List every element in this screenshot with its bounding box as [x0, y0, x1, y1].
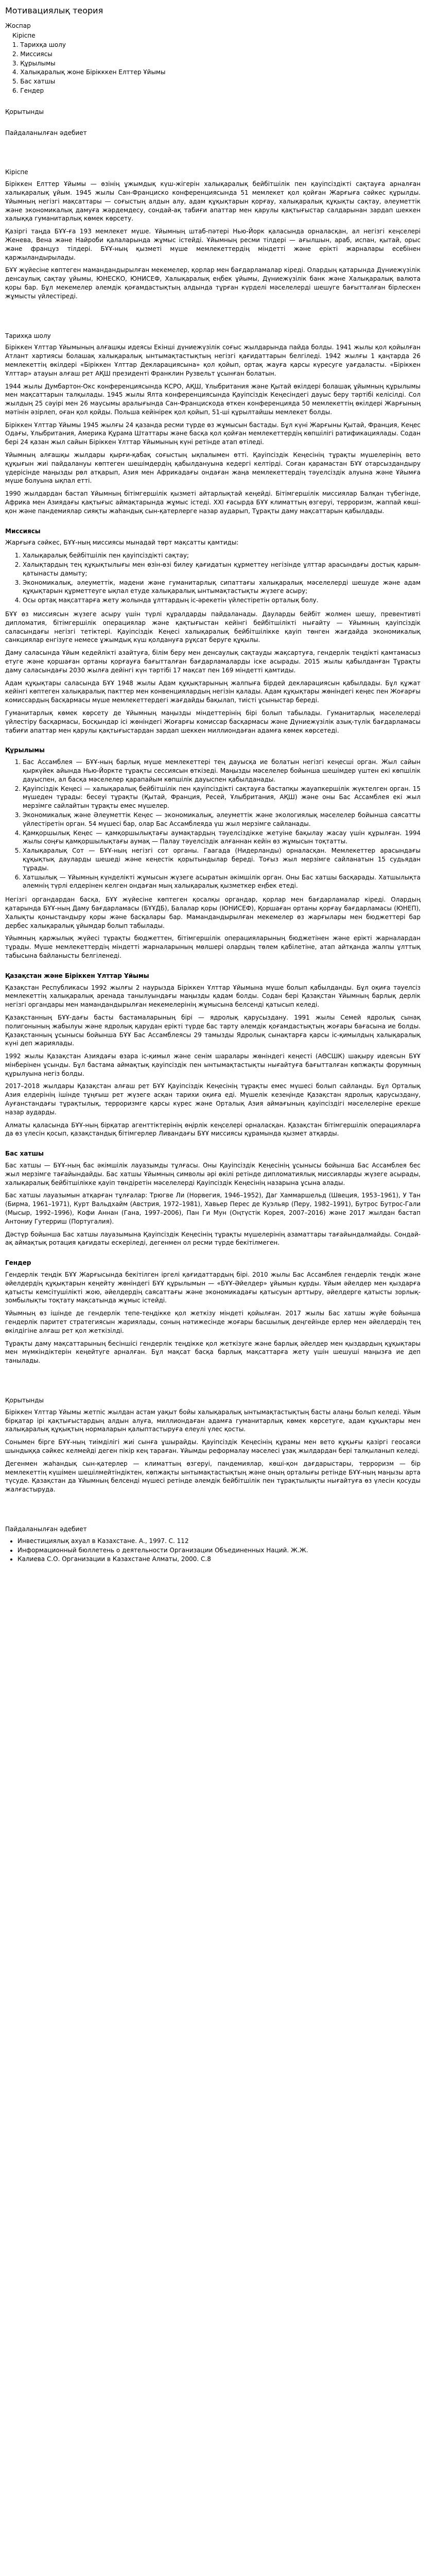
reference-item: • Информационный бюллетень о деятельности Организации Объединенных Наций. Ж.Ж. [18, 1546, 421, 1555]
toc-link[interactable]: Кіріспе [12, 32, 36, 40]
paragraph: Жарғыға сәйкес, БҰҰ-ның миссиясы мынадай төрт мақсатты қамтиды: [5, 539, 239, 547]
paragraph: 1992 жылы Қазақстан Азиядағы өзара іс-қимыл және сенім шаралары жөніндегі кеңесті (АӨСШК) шақыру идеясын БҰҰ мінберінен ұсынды. Бұл бастама аймақтық қауіпсіздік пен ынтымақтастықты нығайтуға бағытталған көпжақты форумның құрылуына негіз болды. [5, 1053, 421, 1077]
list-item: 5. Халықаралық Сот — БҰҰ-ның негізгі сот органы. Гаагада (Нидерланды) орналасқан. Мемлекеттер арасындағы құқықтық дауларды шешеді және кеңестік қорытындылар береді. Тоғыз жыл мерзімге сайланатын 15 судьядан тұрады. [23, 846, 421, 872]
paragraph: Дәстүр бойынша Бас хатшы лауазымына Қауіпсіздік Кеңесінің тұрақты мүшелерінің азаматтары тағайындалмайды. Сондай-ақ аймақтық ротация қағидаты ескеріледі, дегенмен ол ресми түрде бекітілмеген. [5, 1230, 421, 1247]
paragraph: Ұйымның алғашқы жылдары қырғи-қабақ соғыстың ықпалымен өтті. Қауіпсіздік Кеңесінің тұрақты мүшелерінің вето құқығын жиі пайдалануы көптеген шешімдердің қабылдануына кедергі келтірді. Соған қарамастан БҰҰ отарсыздандыру үдерісінде маңызды рөл атқарып, Азия мен Африкадағы ондаған жаңа мемлекеттердің тәуелсіздік алуына және Ұйымға мүше болуына ықпал етті. [5, 451, 421, 485]
paragraph: 1990 жылдардан бастап Ұйымның бітімгершілік қызметі айтарлықтай кеңейді. Бітімгершілік миссиялар Балқан түбегінде, Африка мен Азиядағы қақтығыс аймақтарында жұмыс істеді. XXI ғасырда БҰҰ климаттың өзгеруі, терроризм, жаппай көші-қон және пандемиялар сияқты жаһандық сын-қатерлерге назар аударып, Тұрақты даму мақсаттарын қабылдады. [5, 490, 421, 515]
history-heading: Тарихқа шолу [5, 332, 51, 340]
paragraph: Алматы қаласында БҰҰ-ның бірқатар агенттіктерінің өңірлік кеңселері орналасқан. Қазақстан бітімгершілік операцияларға да өз үлесін қосып, қазақстандық бітімгерлер Ливандағы БҰҰ миссиясы құрамында қызмет атқарды. [5, 1121, 421, 1138]
page-title: Мотивациялық теория [5, 6, 103, 15]
paragraph: Ұйымның өз ішінде де гендерлік тепе-теңдікке қол жеткізу міндеті қойылған. 2017 жылы Бас хатшы жүйе бойынша гендерлік паритет стратегиясын жариялады, соның нәтижесінде жоғары басшылық деңгейінде ерлер мен әйелдердің тең өкілдігіне алғаш рет қол жеткізілді. [5, 1310, 421, 1334]
toc-link[interactable]: 3. Құрылымы [12, 59, 56, 67]
paragraph: 1944 жылы Думбартон-Окс конференциясында КСРО, АҚШ, Ұлыбритания және Қытай өкілдері болашақ ұйымның құрылымы мен мақсаттарын талқылады. 1945 жылы Ялта конференциясында Қауіпсіздік Кеңесіндегі дауыс беру тәртібі келісілді. Сол жылдың 25 сәуірі мен 26 маусымы аралығында Сан-Францискода өткен конференцияда 50 мемлекеттің өкілдері Жарғының мәтінін әзірлеп, оған қол қойды. Польша кейінірек қол қойып, 51-ші құрылтайшы мемлекет болды. [5, 382, 421, 416]
toc-link[interactable]: 2. Миссиясы [12, 50, 53, 58]
list-item: 1. Халықаралық бейбітшілік пен қауіпсіздікті сақтау; [23, 551, 421, 560]
list-item: 4. Қамқоршылық Кеңес — қамқоршылықтағы аумақтардың тәуелсіздікке жетуіне бақылау жасау үшін құрылған. 1994 жылы соңғы қамқоршылықтағы аумақ — Палау тәуелсіздік алғаннан кейін өз жұмысын тоқтатты. [23, 829, 421, 846]
list-item: 4. Осы ортақ мақсаттарға жету жолында ұлттардың іс-әрекетін үйлестіретін орталық болу. [23, 596, 421, 605]
paragraph: Сонымен бірге БҰҰ-ның тиімділігі жиі сынға ұшырайды. Қауіпсіздік Кеңесінің құрамы мен вето құқығы қазіргі геосаяси шындыққа сәйкес келмейді деген пікір кең тараған. Ұйымды реформалау мәселесі ұзақ жылдардан бері талқыланып келеді. [5, 1438, 421, 1454]
structure-list [5, 758, 421, 890]
paragraph: Қазақстан Республикасы 1992 жылғы 2 наурызда Біріккен Ұлттар Ұйымына мүше болып қабылданды. Бұл оқиға тәуелсіз мемлекеттің халықаралық аренада танылуындағы маңызды қадам болды. Содан бері Қазақстан Ұйымның барлық дерлік негізгі органдары мен мамандандырылған мекемелерінің жұмысына белсенді қатысып келеді. [5, 984, 421, 1009]
toc-title: Жоспар [5, 22, 31, 30]
paragraph: Даму саласында Ұйым кедейлікті азайтуға, білім беру мен денсаулық сақтауды жақсартуға, гендерлік теңдікті қамтамасыз етуге және қоршаған ортаны қорғауға бағытталған бағдарламаларды іске асырады. 2015 жылы қабылданған Тұрақты даму саласындағы 2030 жылға дейінгі күн тәртібі 17 мақсат пен 169 міндетті қамтиды. [5, 649, 421, 674]
toc-item[interactable] [5, 59, 421, 68]
toc-item[interactable] [5, 77, 421, 86]
secretary-general-heading: Бас хатшы [5, 1150, 44, 1158]
paragraph: Гендерлік теңдік БҰҰ Жарғысында бекітілген іргелі қағидаттардың бірі. 2010 жылы Бас Ассамблея гендерлік теңдік және әйелдердің құқықтарын кеңейту жөніндегі БҰҰ құрылымын — «БҰҰ-Әйелдер» ұйымын құрды. Ұйым әйелдер мен қыздарға қатысты кемсітушілікті жою, әйелдердің саясаттағы және экономикадағы қатысуын арттыру, әйелдерге қатысты зорлық-зомбылықты тоқтату мақсатында жұмыс істейді. [5, 1271, 421, 1304]
structure-heading: Құрылымы [5, 747, 45, 754]
paragraph: БҰҰ өз миссиясын жүзеге асыру үшін түрлі құралдарды пайдаланады. Дауларды бейбіт жолмен шешу, превентивті дипломатия, бітімгершілік операциялар және қақтығыстан кейінгі бейбітшілікті нығайту — Ұйымның қауіпсіздік саласындағы негізгі тетіктері. Қауіпсіздік Кеңесі халықаралық бейбітшілікке қауіп төнген жағдайда экономикалық санкциялар енгізуге немесе ұжымдық күш қолдануға рұқсат беруге құқылы. [5, 611, 421, 644]
toc-link[interactable]: 6. Гендер [12, 87, 44, 94]
paragraph: Бас хатшы — БҰҰ-ның бас әкімшілік лауазымды тұлғасы. Оны Қауіпсіздік Кеңесінің ұсынысы бойынша Бас Ассамблея бес жыл мерзімге тағайындайды. Бас хатшы Ұйымның символы әрі өкілі ретінде дипломатиялық миссияларды жүзеге асырады, халықаралық бейбітшілікке қауіп төндіретін мәселелерді Қауіпсіздік Кеңесінің назарына ұсына алады. [5, 1162, 421, 1187]
paragraph: 2017–2018 жылдары Қазақстан алғаш рет БҰҰ Қауіпсіздік Кеңесінің тұрақты емес мүшесі болып сайланды. Бұл Орталық Азия елдерінің ішінде тұңғыш рет жүзеге асқан тарихи оқиға еді. Мүшелік кезеңінде Қазақстан ядролық қарусыздану, Ауғанстандағы тұрақтылық, терроризмге қарсы күрес және Орталық Азия аймағының қауіпсіздігі мәселелеріне ерекше назар аударды. [5, 1082, 421, 1116]
paragraph: Біріккен Ұлттар Ұйымы 1945 жылғы 24 қазанда ресми түрде өз жұмысын бастады. Бұл күні Жарғыны Қытай, Франция, Кеңес Одағы, Ұлыбритания, Америка Құрама Штаттары және басқа қол қойған мемлекеттердің көпшілігі ратификациялады. Содан бері 24 қазан жыл сайын Біріккен Ұлттар Ұйымының күні ретінде атап өтіледі. [5, 421, 421, 446]
toc-item[interactable] [5, 50, 421, 59]
toc-extra-link[interactable]: Қорытынды [5, 108, 44, 115]
toc-item[interactable] [5, 68, 421, 77]
list-item: 1. Бас Ассамблея — БҰҰ-ның барлық мүше мемлекеттері тең дауысқа ие болатын негізгі кеңесші орган. Жыл сайын қыркүйек айында Нью-Йоркте тұрақты сессиясын өткізеді. Маңызды мәселелер бойынша шешімдер үштен екі көпшілік дауыспен, ал басқа мәселелер қарапайым көпшілік дауыспен қабылданады. [23, 758, 421, 784]
toc-item[interactable] [5, 87, 421, 95]
list-item: 2. Қауіпсіздік Кеңесі — халықаралық бейбітшілік пен қауіпсіздікті сақтауға бастапқы жауапкершілік жүктелген орган. 15 мүшеден тұрады: бесеуі тұрақты (Қытай, Франция, Ресей, Ұлыбритания, АҚШ) және оны Бас Ассамблея екі жыл мерзімге сайлайтын тұрақты емес мүшелер. [23, 785, 421, 810]
toc-item[interactable] [5, 41, 421, 49]
page-end-spacer [5, 1569, 421, 1589]
paragraph: Біріккен Ұлттар Ұйымы жетпіс жылдан астам уақыт бойы халықаралық ынтымақтастықтың басты алаңы болып келеді. Ұйым бірқатар ірі қақтығыстардың алдын алуға, миллиондаған адамға гуманитарлық көмек көрсетуге, адам құқықтары мен халықаралық құқықтың нормаларын қалыптастыруға елеулі үлес қосты. [5, 1408, 421, 1433]
references-list [5, 1537, 421, 1564]
toc-extra-link[interactable]: Пайдаланылған әдебиет [5, 129, 87, 137]
reference-item: • Инвестициялық ахуал в Казахстане. А., 1997. С. 112 [18, 1537, 421, 1546]
list-item: 3. Экономикалық және Әлеуметтік Кеңес — экономикалық, әлеуметтік және экологиялық мәселелер бойынша саясатты үйлестіретін орган. 54 мүшесі бар, олар Бас Ассамблеяда үш жыл мерзімге сайланады. [23, 811, 421, 828]
paragraph: Адам құқықтары саласында БҰҰ 1948 жылы Адам құқықтарының жалпыға бірдей декларациясын қабылдады. Бұл құжат кейінгі көптеген халықаралық пакттер мен конвенциялардың негізін қалады. Адам құқықтары жөніндегі кеңес пен Жоғарғы комиссардың басқармасы мүше мемлекеттердегі жағдайды бақылап, тиісті ұсыныстар береді. [5, 679, 421, 704]
toc-link[interactable]: 1. Тарихқа шолу [12, 41, 66, 48]
references-heading: Пайдаланылған әдебиет [5, 1525, 87, 1533]
intro-heading: Кіріспе [5, 168, 28, 176]
paragraph: Гуманитарлық көмек көрсету де Ұйымның маңызды міндеттерінің бірі болып табылады. Гуманитарлық мәселелерді үйлестіру басқармасы, Босқындар ісі жөніндегі Жоғарғы комиссар басқармасы және Дүниежүзілік азық-түлік бағдарламасы табиғи апаттар мен қарулы қақтығыстардан зардап шеккен миллиондаған адамға көмек көрсетеді. [5, 709, 421, 734]
paragraph: Тұрақты даму мақсаттарының бесіншісі гендерлік теңдікке қол жеткізуге және барлық әйелдер мен қыздардың құқықтары мен мүмкіндіктерін кеңейтуге арналған. Бұл мақсат басқа барлық мақсаттарға жету үшін шешуші маңызға ие деп танылады. [5, 1340, 421, 1365]
toc-link[interactable]: 4. Халықаралық жоне Бірікккен Елттер Ұйымы [12, 69, 166, 76]
toc-item[interactable] [5, 31, 421, 40]
kazakhstan-heading: Қазақстан және Біріккен Ұлттар Ұйымы [5, 972, 149, 979]
list-item: 6. Хатшылық — Ұйымның күнделікті жұмысын жүзеге асыратын әкімшілік орган. Оны Бас хатшы басқарады. Хатшылықта әлемнің түрлі елдерінен келген ондаған мың халықаралық қызметкер еңбек етеді. [23, 873, 421, 891]
list-item: 2. Халықтардың тең құқықтылығы мен өзін-өзі билеу қағидатын құрметтеу негізінде ұлттар арасындағы достық қарым-қатынасты дамыту; [23, 561, 421, 578]
paragraph: Ұйымның қаржылық жүйесі тұрақты бюджеттен, бітімгершілік операцияларының бюджетінен және ерікті жарналардан тұрады. Мүше мемлекеттердің міндетті жарналарының мөлшері олардың төлем қабілетіне, атап айтқанда жалпы ұлттық табысына байланысты белгіленеді. [5, 935, 421, 959]
paragraph: Біріккен Ұлттар Ұйымының алғашқы идеясы Екінші дүниежүзілік соғыс жылдарында пайда болды. 1941 жылы қол қойылған Атлант хартиясы болашақ халықаралық ынтымақтастықтың негізгі қағидаттарын белгіледі. 1942 жылғы 1 қаңтарда 26 мемлекеттің өкілдері «Біріккен Ұлттар Декларациясына» қол қойып, ортақ жауға қарсы күресуге уағдаласты. «Біріккен Ұлттар» атауын алғаш рет АҚШ президенті Франклин Рузвельт ұсынған болатын. [5, 344, 421, 377]
gender-heading: Гендер [5, 1259, 31, 1267]
conclusion-heading: Қорытынды [5, 1397, 44, 1404]
toc-list [5, 31, 421, 95]
mission-list [5, 551, 421, 605]
toc-link[interactable]: 5. Бас хатшы [12, 78, 56, 86]
paragraph: Қазіргі таңда БҰҰ-ға 193 мемлекет мүше. Ұйымның штаб-пәтері Нью-Йорк қаласында орналасқан, ал негізгі кеңселері Женева, Вена және Найроби қалаларында жұмыс істейді. Ұйымның ресми тілдері — ағылшын, араб, испан, қытай, орыс және француз тілдері. БҰҰ-ның қызметі мүше мемлекеттердің міндетті және ерікті жарналары есебінен қаржыландырылады. [5, 228, 421, 261]
paragraph: Қазақстанның БҰҰ-дағы басты бастамаларының бірі — ядролық қарусыздану. 1991 жылы Семей ядролық сынақ полигонының жабылуы және ядролық қарудан ерікті түрде бас тарту әлемдік қоғамдастықтың жоғары бағасына ие болды. Қазақстанның ұсынысы бойынша БҰҰ Бас Ассамблеясы 29 тамызды Ядролық сынақтарға қарсы іс-қимылдың халықаралық күні деп жариялады. [5, 1013, 421, 1047]
paragraph: Негізгі органдардан басқа, БҰҰ жүйесіне көптеген қосалқы органдар, қорлар мен бағдарламалар кіреді. Олардың қатарында БҰҰ-ның Даму бағдарламасы (БҰҰДБ), Балалар қоры (ЮНИСЕФ), Қоршаған ортаны қорғау бағдарламасы (ЮНЕП), Халықты қоныстандыру қоры және басқалары бар. Мамандандырылған мекемелер өз жарғылары мен бюджеттері бар дербес халықаралық ұйымдар болып табылады. [5, 896, 421, 929]
mission-heading: Миссиясы [5, 527, 41, 535]
table-of-contents [5, 22, 421, 137]
paragraph: БҰҰ жүйесіне көптеген мамандандырылған мекемелер, қорлар мен бағдарламалар кіреді. Олардың қатарында Дүниежүзілік денсаулық сақтау ұйымы, ЮНЕСКО, ЮНИСЕФ, Халықаралық еңбек ұйымы, Дүниежүзілік банк және Халықаралық валюта қоры бар. Бұл мекемелер әлемдік қоғамдастықтың алдында тұрған күрделі мәселелерді шешуге бағытталған бірлескен жұмысты үйлестіреді. [5, 266, 421, 300]
list-item: 3. Экономикалық, әлеуметтік, мәдени және гуманитарлық сипаттағы халықаралық мәселелерді шешуде және адам құқықтарын құрметтеуге ықпал етуде халықаралық ынтымақтастықты жүзеге асыру; [23, 579, 421, 596]
paragraph: Бас хатшы лауазымын атқарған тұлғалар: Трюгве Ли (Норвегия, 1946–1952), Даг Хаммаршельд (Швеция, 1953–1961), У Тан (Бирма, 1961–1971), Курт Вальдхайм (Австрия, 1972–1981), Хавьер Перес де Куэльяр (Перу, 1982–1991), Бутрос Бутрос-Гали (Мысыр, 1992–1996), Кофи Аннан (Гана, 1997–2006), Пан Ги Мун (Оңтүстік Корея, 2007–2016) және 2017 жылдан бастап Антониу Гутерриш (Португалия). [5, 1192, 421, 1225]
reference-item: • Калиева С.О. Организации в Казахстане Алматы, 2000. С.8 [18, 1555, 421, 1564]
paragraph: Біріккен Елттер Ұйымы — өзінің ұжымдық күш-жігерін халықаралық бейбітшілік пен қауіпсіздікті сақтауға арналған халықаралық ұйым. 1945 жылы Сан-Франциско конференциясында 51 мемлекет қол қойған Жарғыға сәйкес құрылды. Ұйымның негізгі мақсаттары — соғыстың алдын алу, адам құқықтарын қорғау, халықаралық құқықты сақтау, әлеуметтік және экономикалық дамуға жәрдемдесу, сондай-ақ табиғи апаттар мен қарулы қақтығыстар салдарынан зардап шеккен халыққа гуманитарлық көмек көрсету. [5, 180, 421, 223]
paragraph: Дегенмен жаһандық сын-қатерлер — климаттың өзгеруі, пандемиялар, көші-қон дағдарыстары, терроризм — бір мемлекеттің күшімен шешілмейтіндіктен, көпжақты ынтымақтастықтың және оның орталығы ретінде БҰҰ-ның маңызы арта түсуде. Қазақстан да Ұйымның белсенді мүшесі ретінде әлемдік бейбітшілік пен тұрақтылықты нығайтуға өз үлесін қосуды жалғастыруда. [5, 1460, 421, 1494]
